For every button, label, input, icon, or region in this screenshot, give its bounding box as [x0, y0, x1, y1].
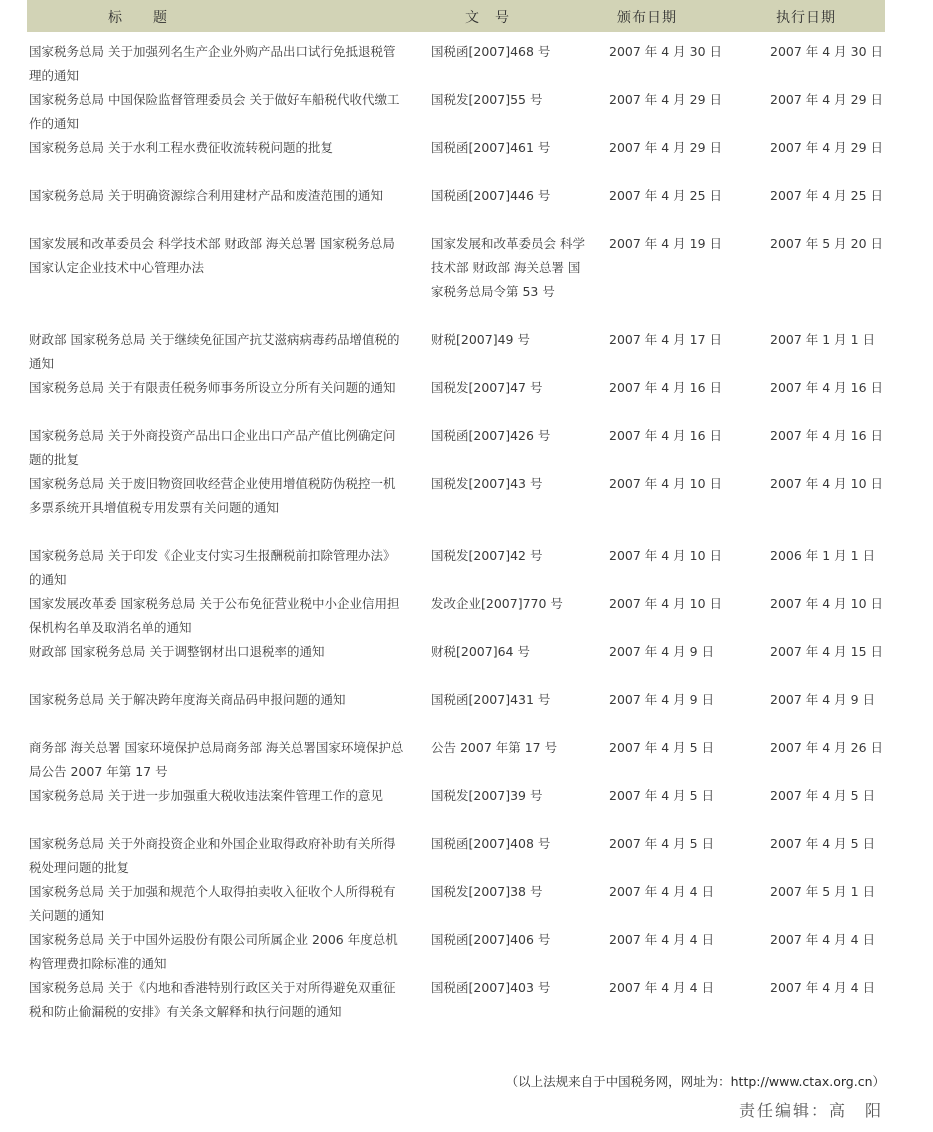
table-row — [27, 328, 885, 376]
row-doc-no: 国税函[2007]408 号 — [431, 836, 551, 851]
row-doc-no: 国税发[2007]38 号 — [431, 884, 543, 899]
row-issue-date: 2007 年 4 月 9 日 — [609, 692, 715, 707]
editor-credit: 责任编辑：高 阳 — [738, 1101, 883, 1120]
table-row — [27, 136, 885, 184]
row-exec-date: 2007 年 4 月 15 日 — [770, 644, 884, 659]
row-title: 国家税务总局 关于中国外运股份有限公司所属企业 2006 年度总机构管理费扣除标准的通知 — [29, 932, 398, 971]
header-title: 标 题 — [108, 10, 168, 26]
table-row — [27, 976, 885, 1048]
row-title: 财政部 国家税务总局 关于继续免征国产抗艾滋病病毒药品增值税的通知 — [29, 332, 400, 371]
row-doc-no: 国税发[2007]55 号 — [431, 92, 543, 107]
row-doc-no: 国税函[2007]461 号 — [431, 140, 551, 155]
row-exec-date: 2007 年 4 月 16 日 — [770, 380, 884, 395]
row-doc-no: 国家发展和改革委员会 科学技术部 财政部 海关总署 国家税务总局令第 53 号 — [431, 236, 585, 299]
table-row — [27, 88, 885, 136]
row-issue-date: 2007 年 4 月 19 日 — [609, 236, 723, 251]
row-exec-date: 2007 年 4 月 26 日 — [770, 740, 884, 755]
row-exec-date: 2007 年 4 月 29 日 — [770, 92, 884, 107]
row-issue-date: 2007 年 4 月 25 日 — [609, 188, 723, 203]
row-doc-no: 公告 2007 年第 17 号 — [431, 740, 558, 755]
row-exec-date: 2007 年 4 月 30 日 — [770, 44, 884, 59]
row-title: 国家税务总局 关于《内地和香港特别行政区关于对所得避免双重征税和防止偷漏税的安排》有关条文解释和执行问题的通知 — [29, 980, 396, 1019]
row-exec-date: 2007 年 4 月 5 日 — [770, 788, 876, 803]
row-doc-no: 国税发[2007]39 号 — [431, 788, 543, 803]
header-issue-date: 颁布日期 — [617, 10, 677, 26]
row-doc-no: 国税函[2007]446 号 — [431, 188, 551, 203]
row-issue-date: 2007 年 4 月 10 日 — [609, 476, 723, 491]
table-row — [27, 880, 885, 928]
row-exec-date: 2007 年 4 月 4 日 — [770, 980, 876, 995]
regulations-table — [27, 0, 885, 1019]
row-title: 国家税务总局 关于进一步加强重大税收违法案件管理工作的意见 — [29, 788, 383, 803]
row-exec-date: 2007 年 1 月 1 日 — [770, 332, 876, 347]
row-issue-date: 2007 年 4 月 10 日 — [609, 548, 723, 563]
row-title: 国家税务总局 关于外商投资企业和外国企业取得政府补助有关所得税处理问题的批复 — [29, 836, 396, 875]
row-exec-date: 2007 年 4 月 9 日 — [770, 692, 876, 707]
row-exec-date: 2007 年 4 月 5 日 — [770, 836, 876, 851]
row-title: 财政部 国家税务总局 关于调整钢材出口退税率的通知 — [29, 644, 325, 659]
row-doc-no: 国税发[2007]43 号 — [431, 476, 543, 491]
header-doc-no: 文 号 — [465, 10, 510, 26]
table-header — [27, 0, 885, 32]
table-row — [27, 592, 885, 640]
row-title: 国家税务总局 关于水利工程水费征收流转税问题的批复 — [29, 140, 333, 155]
row-title: 国家发展改革委 国家税务总局 关于公布免征营业税中小企业信用担保机构名单及取消名单的通知 — [29, 596, 400, 635]
row-exec-date: 2006 年 1 月 1 日 — [770, 548, 876, 563]
row-exec-date: 2007 年 5 月 20 日 — [770, 236, 884, 251]
row-doc-no: 国税函[2007]468 号 — [431, 44, 551, 59]
table-body — [27, 40, 885, 1048]
row-doc-no: 国税函[2007]406 号 — [431, 932, 551, 947]
row-title: 国家税务总局 关于加强和规范个人取得拍卖收入征收个人所得税有关问题的通知 — [29, 884, 396, 923]
row-issue-date: 2007 年 4 月 16 日 — [609, 380, 723, 395]
row-doc-no: 财税[2007]49 号 — [431, 332, 530, 347]
row-issue-date: 2007 年 4 月 29 日 — [609, 140, 723, 155]
row-exec-date: 2007 年 4 月 4 日 — [770, 932, 876, 947]
header-exec-date: 执行日期 — [776, 10, 836, 26]
row-exec-date: 2007 年 4 月 10 日 — [770, 596, 884, 611]
row-doc-no: 国税发[2007]47 号 — [431, 380, 543, 395]
table-row — [27, 472, 885, 544]
row-title: 国家发展和改革委员会 科学技术部 财政部 海关总署 国家税务总局 国家认定企业技术中心管理办法 — [29, 236, 395, 275]
row-title: 国家税务总局 关于外商投资产品出口企业出口产品产值比例确定问题的批复 — [29, 428, 396, 467]
row-title: 国家税务总局 中国保险监督管理委员会 关于做好车船税代收代缴工作的通知 — [29, 92, 400, 131]
row-exec-date: 2007 年 4 月 25 日 — [770, 188, 884, 203]
row-exec-date: 2007 年 4 月 10 日 — [770, 476, 884, 491]
row-issue-date: 2007 年 4 月 4 日 — [609, 884, 715, 899]
row-doc-no: 国税函[2007]403 号 — [431, 980, 551, 995]
table-row — [27, 832, 885, 880]
row-issue-date: 2007 年 4 月 9 日 — [609, 644, 715, 659]
row-issue-date: 2007 年 4 月 10 日 — [609, 596, 723, 611]
table-row — [27, 736, 885, 784]
table-row — [27, 40, 885, 88]
row-title: 商务部 海关总署 国家环境保护总局商务部 海关总署国家环境保护总局公告 2007 年第 17 号 — [29, 740, 404, 779]
row-doc-no: 发改企业[2007]770 号 — [431, 596, 563, 611]
row-issue-date: 2007 年 4 月 17 日 — [609, 332, 723, 347]
table-row — [27, 544, 885, 592]
table-row — [27, 232, 885, 328]
table-row — [27, 688, 885, 736]
row-issue-date: 2007 年 4 月 30 日 — [609, 44, 723, 59]
row-issue-date: 2007 年 4 月 5 日 — [609, 788, 715, 803]
row-issue-date: 2007 年 4 月 29 日 — [609, 92, 723, 107]
source-note: （以上法规来自于中国税务网，网址为：http://www.ctax.org.cn） — [505, 1074, 885, 1089]
row-title: 国家税务总局 关于有限责任税务师事务所设立分所有关问题的通知 — [29, 380, 396, 395]
row-title: 国家税务总局 关于明确资源综合利用建材产品和废渣范围的通知 — [29, 188, 383, 203]
row-exec-date: 2007 年 4 月 16 日 — [770, 428, 884, 443]
row-title: 国家税务总局 关于印发《企业支付实习生报酬税前扣除管理办法》的通知 — [29, 548, 396, 587]
row-title: 国家税务总局 关于加强列名生产企业外购产品出口试行免抵退税管理的通知 — [29, 44, 396, 83]
row-issue-date: 2007 年 4 月 16 日 — [609, 428, 723, 443]
row-title: 国家税务总局 关于废旧物资回收经营企业使用增值税防伪税控一机多票系统开具增值税专用发票有关问题的通知 — [29, 476, 396, 515]
table-row — [27, 376, 885, 424]
row-exec-date: 2007 年 5 月 1 日 — [770, 884, 876, 899]
table-row — [27, 784, 885, 832]
row-doc-no: 国税发[2007]42 号 — [431, 548, 543, 563]
row-issue-date: 2007 年 4 月 5 日 — [609, 836, 715, 851]
row-doc-no: 国税函[2007]426 号 — [431, 428, 551, 443]
row-issue-date: 2007 年 4 月 5 日 — [609, 740, 715, 755]
row-issue-date: 2007 年 4 月 4 日 — [609, 980, 715, 995]
table-row — [27, 640, 885, 688]
row-doc-no: 财税[2007]64 号 — [431, 644, 530, 659]
table-row — [27, 184, 885, 232]
table-row — [27, 424, 885, 472]
row-exec-date: 2007 年 4 月 29 日 — [770, 140, 884, 155]
row-issue-date: 2007 年 4 月 4 日 — [609, 932, 715, 947]
row-doc-no: 国税函[2007]431 号 — [431, 692, 551, 707]
table-row — [27, 928, 885, 976]
row-title: 国家税务总局 关于解决跨年度海关商品码申报问题的通知 — [29, 692, 346, 707]
